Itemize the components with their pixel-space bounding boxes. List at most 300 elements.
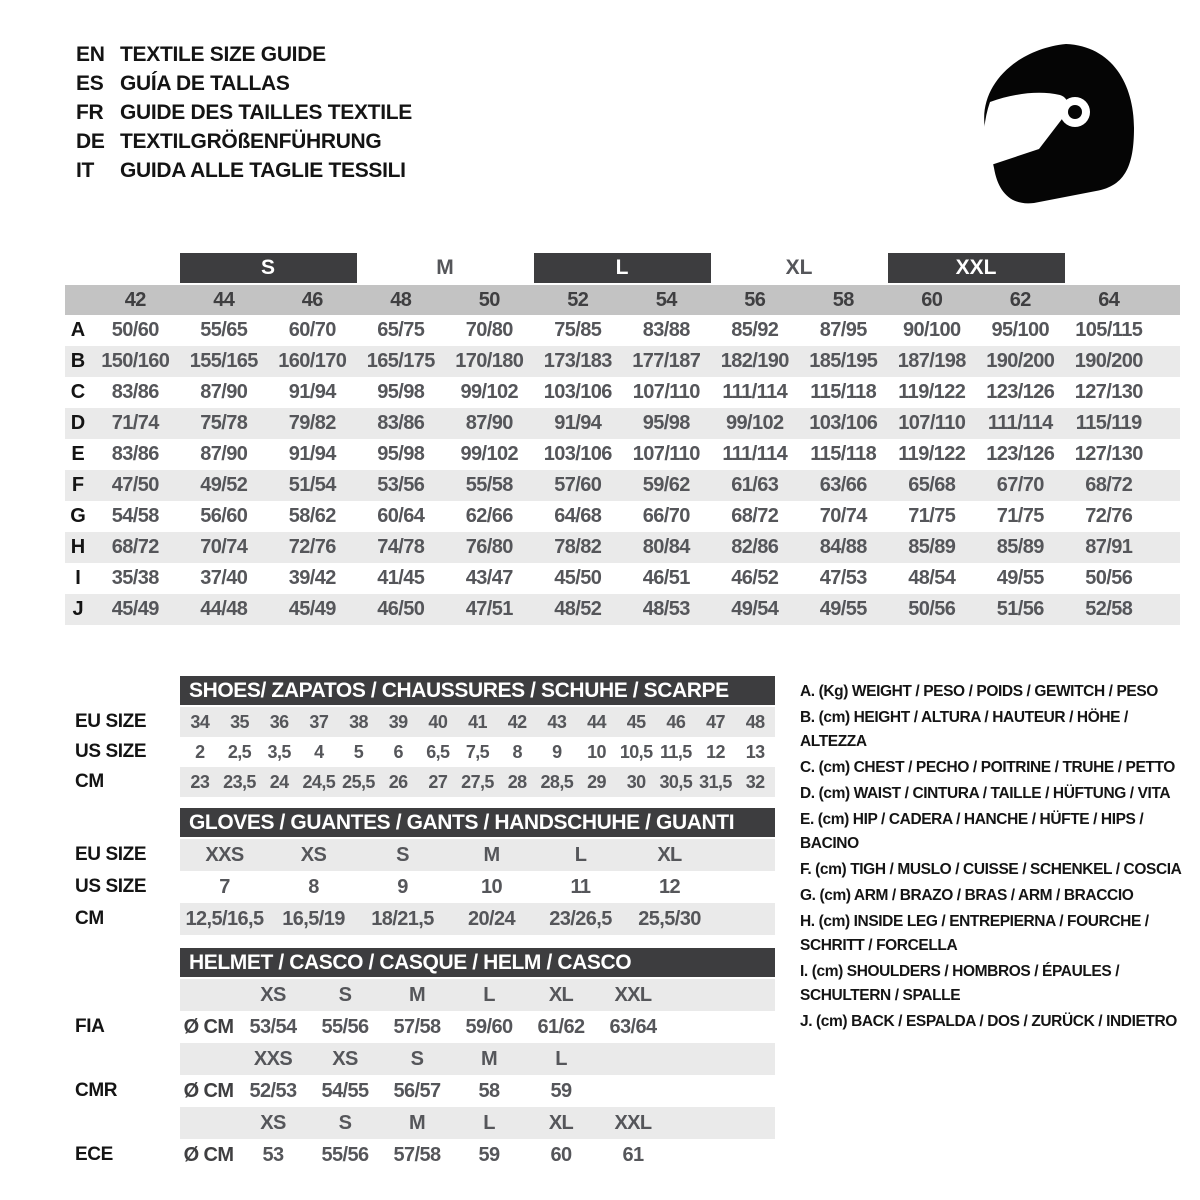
size-cell: 78/82: [554, 536, 602, 558]
scale-value: 12: [706, 741, 725, 762]
size-cell: 79/82: [288, 412, 336, 434]
size-cell: 71/75: [996, 505, 1044, 527]
helmet-size-header: S: [338, 1111, 352, 1134]
scale-value: 25,5/30: [638, 907, 701, 930]
helmet-size-value: 59: [550, 1079, 572, 1102]
size-cell: 62/66: [465, 505, 513, 527]
helmet-size-value: 61: [622, 1143, 644, 1166]
size-column-header: 50: [478, 288, 500, 311]
scale-value: L: [574, 843, 587, 866]
size-table-row: [65, 315, 1180, 346]
scale-value: 8: [512, 741, 522, 762]
row-label: J: [72, 598, 84, 620]
size-cell: 63/66: [819, 474, 867, 496]
size-cell: 70/80: [465, 319, 513, 341]
size-cell: 87/91: [1085, 536, 1133, 558]
language-row: [76, 69, 412, 98]
row-label: G: [70, 505, 86, 527]
size-cell: 80/84: [642, 536, 690, 558]
scale-value: 23/26,5: [549, 907, 612, 930]
diameter-unit-label: Ø CM: [183, 1015, 234, 1038]
size-cell: 35/38: [111, 567, 159, 589]
size-cell: 190/200: [1074, 350, 1143, 372]
language-label: GUIDA ALLE TAGLIE TESSILI: [120, 158, 406, 182]
size-cell: 107/110: [632, 381, 700, 403]
scale-row: [65, 903, 845, 935]
size-column-header: 62: [1009, 288, 1031, 311]
scale-value: 30: [626, 771, 646, 792]
size-cell: 87/90: [200, 381, 248, 403]
scale-value: 29: [587, 771, 606, 792]
size-cell: 48/54: [908, 567, 956, 589]
scale-value: 45: [626, 711, 646, 732]
language-row: [76, 127, 412, 156]
scale-value: 10,5: [619, 741, 653, 762]
scale-value: XXS: [205, 843, 244, 866]
size-scale-label: US SIZE: [75, 876, 147, 897]
helmet-size-header: L: [555, 1047, 567, 1070]
helmet-sizes: [180, 979, 775, 1011]
language-row: [76, 40, 412, 69]
helmet-size-value: 56/57: [393, 1079, 441, 1102]
size-cell: 170/180: [455, 350, 524, 372]
size-cell: 87/90: [465, 412, 513, 434]
helmet-size-value: 53/54: [249, 1015, 297, 1038]
size-cell: 48/52: [554, 598, 602, 620]
size-cell: 50/60: [111, 319, 159, 341]
helmet-size-header: XS: [260, 983, 286, 1006]
scale-values: [180, 903, 775, 935]
scale-value: 30,5: [659, 771, 693, 792]
size-cell: 51/56: [996, 598, 1044, 620]
size-cell: 95/98: [377, 381, 425, 403]
size-cell: 70/74: [200, 536, 248, 558]
language-label: GUIDE DES TAILLES TEXTILE: [120, 100, 412, 124]
size-cell: 72/76: [288, 536, 336, 558]
language-label: TEXTILGRÖßENFÜHRUNG: [120, 129, 382, 153]
size-cell: 45/49: [288, 598, 336, 620]
main-table-body: [65, 315, 1180, 625]
size-cell: 95/98: [642, 412, 690, 434]
legend-item: I. (cm) SHOULDERS / HOMBROS / ÉPAULES / SCHULTERN / SPALLE: [800, 963, 1120, 1004]
size-cell: 123/126: [986, 443, 1055, 465]
size-cell: 155/165: [189, 350, 258, 372]
size-cell: 37/40: [200, 567, 248, 589]
scale-value: M: [483, 843, 500, 866]
helmet-size-header: M: [480, 1047, 498, 1070]
helmet-size-value: 63/64: [609, 1015, 657, 1038]
diameter-column-spacer: [180, 1107, 237, 1139]
legend-item: C. (cm) CHEST / PECHO / POITRINE / TRUHE / PETTO: [800, 759, 1175, 776]
language-label: GUÍA DE TALLAS: [120, 71, 290, 95]
size-cell: 46/50: [377, 598, 425, 620]
scale-value: 46: [666, 711, 686, 732]
helmet-size-header: [597, 1043, 669, 1075]
size-cell: 85/92: [731, 319, 779, 341]
size-cell: 45/49: [111, 598, 159, 620]
size-scale-label: EU SIZE: [75, 844, 147, 865]
size-cell: 49/52: [200, 474, 248, 496]
size-cell: 165/175: [366, 350, 435, 372]
scale-values: [180, 737, 775, 767]
size-cell: 71/74: [111, 412, 159, 434]
corner-spacer: [65, 285, 91, 315]
scale-value: 6: [393, 741, 403, 762]
size-cell: 44/48: [200, 598, 248, 620]
helmet-sizes: [180, 1107, 775, 1139]
size-cell: 50/56: [1085, 567, 1133, 589]
helmet-size-header: XL: [548, 983, 574, 1006]
scale-value: 23,5: [223, 771, 256, 792]
size-column-header: 44: [213, 288, 235, 311]
scale-value: 35: [230, 711, 249, 732]
size-cell: 107/110: [898, 412, 966, 434]
size-cell: 90/100: [902, 319, 961, 341]
size-cell: 115/118: [810, 381, 877, 403]
scale-value: 7: [219, 875, 230, 898]
legend-item: A. (Kg) WEIGHT / PESO / POIDS / GEWITCH / PESO: [800, 683, 1158, 700]
size-cell: 46/52: [731, 567, 779, 589]
size-cell: 54/58: [111, 505, 159, 527]
scale-value: 37: [309, 711, 329, 732]
size-cell: 107/110: [632, 443, 700, 465]
size-column-header: 42: [124, 288, 146, 311]
size-cell: 43/47: [465, 567, 513, 589]
scale-value: 39: [388, 711, 408, 732]
helmet-row-spacer: [65, 1107, 180, 1139]
scale-value: 12: [658, 875, 681, 898]
row-label: C: [70, 381, 86, 403]
helmet-size-value: 55/56: [321, 1015, 369, 1038]
scale-value: 13: [745, 741, 765, 762]
helmet-size-row: [65, 1043, 845, 1075]
size-cell: 111/114: [987, 412, 1053, 434]
scale-row: [65, 839, 845, 871]
helmet-size-header: XXS: [253, 1047, 293, 1070]
size-cell: 99/102: [725, 412, 784, 434]
helmet-standard-label: FIA: [75, 1016, 105, 1037]
size-cell: 49/54: [731, 598, 779, 620]
scale-value: 24,5: [302, 771, 336, 792]
helmet-row-spacer: [65, 979, 180, 1011]
size-cell: 82/86: [731, 536, 779, 558]
size-cell: 41/45: [377, 567, 425, 589]
scale-value: 2,5: [227, 741, 252, 762]
size-cell: 103/106: [809, 412, 878, 434]
size-bar-l: L: [534, 253, 711, 283]
size-cell: 58/62: [288, 505, 336, 527]
scale-value: 26: [388, 771, 408, 792]
legend-item: J. (cm) BACK / ESPALDA / DOS / ZURÜCK / INDIETRO: [800, 1013, 1177, 1030]
size-cell: 75/78: [200, 412, 248, 434]
size-table-row: [65, 408, 1180, 439]
helmet-size-value: 57/58: [393, 1143, 441, 1166]
size-cell: 84/88: [819, 536, 867, 558]
scale-value: 48: [745, 711, 765, 732]
size-cell: 52/58: [1085, 598, 1133, 620]
size-cell: 48/53: [642, 598, 690, 620]
diameter-column-spacer: [180, 1043, 237, 1075]
size-cell: 160/170: [278, 350, 347, 372]
scale-row: [65, 767, 845, 797]
scale-value: 38: [349, 711, 368, 732]
helmet-size-value: [597, 1075, 669, 1107]
scale-value: 11: [570, 875, 591, 898]
size-bar-xxl: XXL: [888, 253, 1065, 283]
scale-value: 20/24: [467, 907, 516, 930]
racing-helmet-icon: [978, 40, 1138, 213]
language-row: [76, 98, 412, 127]
size-table-row: [65, 470, 1180, 501]
size-column-header: 56: [744, 288, 766, 311]
helmet-size-value: 59/60: [465, 1015, 513, 1038]
scale-value: 32: [745, 771, 765, 792]
scale-value: 4: [314, 741, 324, 762]
scale-value: 23: [190, 771, 210, 792]
row-label: A: [70, 319, 86, 341]
size-cell: 68/72: [1085, 474, 1133, 496]
size-cell: 72/76: [1085, 505, 1133, 527]
helmet-size-header: S: [410, 1047, 424, 1070]
size-cell: 127/130: [1074, 381, 1143, 403]
scale-values: [180, 707, 775, 737]
helmet-size-header: XXL: [614, 1111, 652, 1134]
helmet-size-header: L: [483, 1111, 495, 1134]
size-cell: 74/78: [377, 536, 425, 558]
size-column-header: 54: [655, 288, 677, 311]
helmet-value-row: [65, 1075, 845, 1107]
language-code: DE: [76, 129, 105, 153]
size-cell: 50/56: [908, 598, 956, 620]
scale-value: 7,5: [465, 741, 490, 762]
size-cell: 111/114: [722, 381, 788, 403]
size-column-header: 52: [567, 288, 589, 311]
size-cell: 75/85: [554, 319, 602, 341]
language-list: [76, 40, 412, 185]
size-bar-xl: XL: [785, 256, 813, 279]
scale-row: [65, 737, 845, 767]
row-label: B: [70, 350, 86, 372]
size-cell: 47/51: [465, 598, 513, 620]
scale-value: 28: [507, 771, 527, 792]
helmet-size-header: XS: [332, 1047, 358, 1070]
scale-value: 9: [552, 741, 562, 762]
size-cell: 150/160: [101, 350, 170, 372]
helmet-size-header: XL: [548, 1111, 574, 1134]
legend-item: B. (cm) HEIGHT / ALTURA / HAUTEUR / HÖHE / ALTEZZA: [800, 709, 1128, 750]
helmet-rows: [65, 979, 845, 1171]
helmet-values: [180, 1075, 775, 1107]
size-cell: 115/119: [1075, 412, 1142, 434]
size-cell: 95/98: [377, 443, 425, 465]
helmet-row-spacer: [65, 1043, 180, 1075]
size-cell: 103/106: [543, 381, 612, 403]
size-cell: 87/95: [819, 319, 867, 341]
size-cell: 127/130: [1074, 443, 1143, 465]
helmet-size-header: L: [483, 983, 495, 1006]
size-cell: 83/86: [377, 412, 425, 434]
size-cell: 68/72: [111, 536, 159, 558]
size-bar-m: M: [436, 256, 454, 279]
size-cell: 85/89: [996, 536, 1044, 558]
gloves-section-title: GLOVES / GUANTES / GANTS / HANDSCHUHE / GUANTI: [180, 808, 775, 837]
scale-value: 27: [428, 771, 448, 792]
legend-list: [800, 680, 1196, 1036]
scale-value: 18/21,5: [371, 907, 434, 930]
helmet-size-header: XXL: [614, 983, 652, 1006]
size-cell: 87/90: [200, 443, 248, 465]
size-table-row: [65, 439, 1180, 470]
size-cell: 85/89: [908, 536, 956, 558]
size-bars-row: [65, 253, 1180, 283]
row-label: I: [75, 567, 81, 589]
size-cell: 55/65: [200, 319, 248, 341]
scale-value: 6,5: [426, 741, 450, 762]
scale-value: 25,5: [342, 771, 375, 792]
size-cell: 99/102: [460, 381, 519, 403]
scale-values: [180, 871, 775, 903]
scale-value: 2: [195, 741, 205, 762]
helmet-standard-label: CMR: [75, 1080, 118, 1101]
shoes-section: [65, 676, 845, 797]
helmet-size-value: 52/53: [249, 1079, 297, 1102]
size-cell: 185/195: [809, 350, 878, 372]
scale-value: 10: [480, 875, 503, 898]
size-table-row: [65, 563, 1180, 594]
helmet-size-value: 61/62: [537, 1015, 585, 1038]
scale-value: 31,5: [699, 771, 732, 792]
size-cell: 119/122: [898, 381, 966, 403]
diameter-column-spacer: [180, 979, 237, 1011]
helmet-value-row: [65, 1011, 845, 1043]
size-column-header: 64: [1098, 288, 1120, 311]
helmet-sizes: [180, 1043, 775, 1075]
size-cell: 123/126: [986, 381, 1055, 403]
size-number-band: [65, 285, 1180, 315]
diameter-unit-label: Ø CM: [183, 1079, 234, 1102]
diameter-unit-label: Ø CM: [183, 1143, 234, 1166]
legend-item: D. (cm) WAIST / CINTURA / TAILLE / HÜFTUNG / VITA: [800, 785, 1171, 802]
scale-row: [65, 707, 845, 737]
size-cell: 99/102: [460, 443, 519, 465]
shoes-section-title: SHOES/ ZAPATOS / CHAUSSURES / SCHUHE / SCARPE: [180, 676, 775, 705]
size-cell: 190/200: [986, 350, 1055, 372]
gloves-rows: [65, 839, 845, 935]
helmet-size-value: 57/58: [393, 1015, 441, 1038]
helmet-size-value: 54/55: [321, 1079, 369, 1102]
helmet-size-header: XS: [260, 1111, 286, 1134]
row-label: H: [70, 536, 86, 558]
scale-values: [180, 839, 775, 871]
scale-value: 27,5: [461, 771, 494, 792]
size-cell: 71/75: [908, 505, 956, 527]
scale-value: S: [396, 843, 409, 866]
size-table-row: [65, 377, 1180, 408]
size-cell: 83/86: [111, 443, 159, 465]
helmet-section-title: HELMET / CASCO / CASQUE / HELM / CASCO: [180, 948, 775, 977]
scale-value: 28,5: [540, 771, 574, 792]
gloves-section: [65, 808, 845, 935]
size-cell: 59/62: [642, 474, 690, 496]
language-label: TEXTILE SIZE GUIDE: [120, 42, 326, 66]
scale-value: 41: [468, 711, 487, 732]
legend-item: F. (cm) TIGH / MUSLO / CUISSE / SCHENKEL / COSCIA: [800, 861, 1182, 878]
language-code: EN: [76, 42, 105, 66]
scale-value: 43: [547, 711, 567, 732]
size-cell: 105/115: [1075, 319, 1143, 341]
size-cell: 182/190: [720, 350, 789, 372]
size-cell: 49/55: [819, 598, 867, 620]
size-cell: 115/118: [810, 443, 877, 465]
size-cell: 91/94: [288, 443, 336, 465]
helmet-values: [180, 1139, 775, 1171]
size-cell: 119/122: [898, 443, 966, 465]
scale-value: 42: [507, 711, 527, 732]
scale-value: 16,5/19: [282, 907, 345, 930]
helmet-size-value: 53: [262, 1143, 284, 1166]
size-cell: 64/68: [554, 505, 602, 527]
size-cell: 55/58: [465, 474, 513, 496]
helmet-size-header: S: [338, 983, 352, 1006]
scale-value: 5: [353, 741, 364, 762]
helmet-value-row: [65, 1139, 845, 1171]
size-cell: 60/64: [377, 505, 425, 527]
size-table-row: [65, 501, 1180, 532]
scale-value: 8: [308, 875, 319, 898]
size-cell: 45/50: [554, 567, 602, 589]
helmet-standard-label: ECE: [75, 1144, 113, 1165]
size-bar-s: S: [180, 253, 357, 283]
language-code: IT: [76, 158, 95, 182]
helmet-size-row: [65, 979, 845, 1011]
size-scale-label: US SIZE: [75, 741, 147, 762]
size-cell: 83/88: [642, 319, 690, 341]
size-scale-label: EU SIZE: [75, 711, 147, 732]
size-scale-label: CM: [75, 771, 104, 792]
size-cell: 56/60: [200, 505, 248, 527]
helmet-size-row: [65, 1107, 845, 1139]
size-cell: 61/63: [731, 474, 779, 496]
size-cell: 91/94: [554, 412, 602, 434]
size-cell: 53/56: [377, 474, 425, 496]
size-scale-label: CM: [75, 908, 104, 929]
size-cell: 46/51: [642, 567, 690, 589]
size-cell: 76/80: [465, 536, 513, 558]
size-cell: 65/68: [908, 474, 956, 496]
scale-value: 11,5: [660, 741, 692, 762]
shoes-rows: [65, 707, 845, 797]
size-table-row: [65, 532, 1180, 563]
size-cell: 91/94: [288, 381, 336, 403]
helmet-size-value: 58: [478, 1079, 500, 1102]
scale-value: 3,5: [267, 741, 291, 762]
legend-item: H. (cm) INSIDE LEG / ENTREPIERNA / FOURCHE / SCHRITT / FORCELLA: [800, 913, 1149, 954]
helmet-size-header: M: [408, 983, 426, 1006]
size-cell: 67/70: [996, 474, 1044, 496]
size-table-row: [65, 594, 1180, 625]
helmet-size-value: 59: [478, 1143, 500, 1166]
helmet-values: [180, 1011, 775, 1043]
scale-value: 10: [587, 741, 606, 762]
size-cell: 49/55: [996, 567, 1044, 589]
size-cell: 47/53: [819, 567, 867, 589]
size-cell: 47/50: [111, 474, 159, 496]
helmet-section: [65, 948, 845, 1171]
scale-value: 36: [269, 711, 289, 732]
scale-value: 40: [428, 711, 448, 732]
size-table-row: [65, 346, 1180, 377]
size-cell: 70/74: [819, 505, 867, 527]
